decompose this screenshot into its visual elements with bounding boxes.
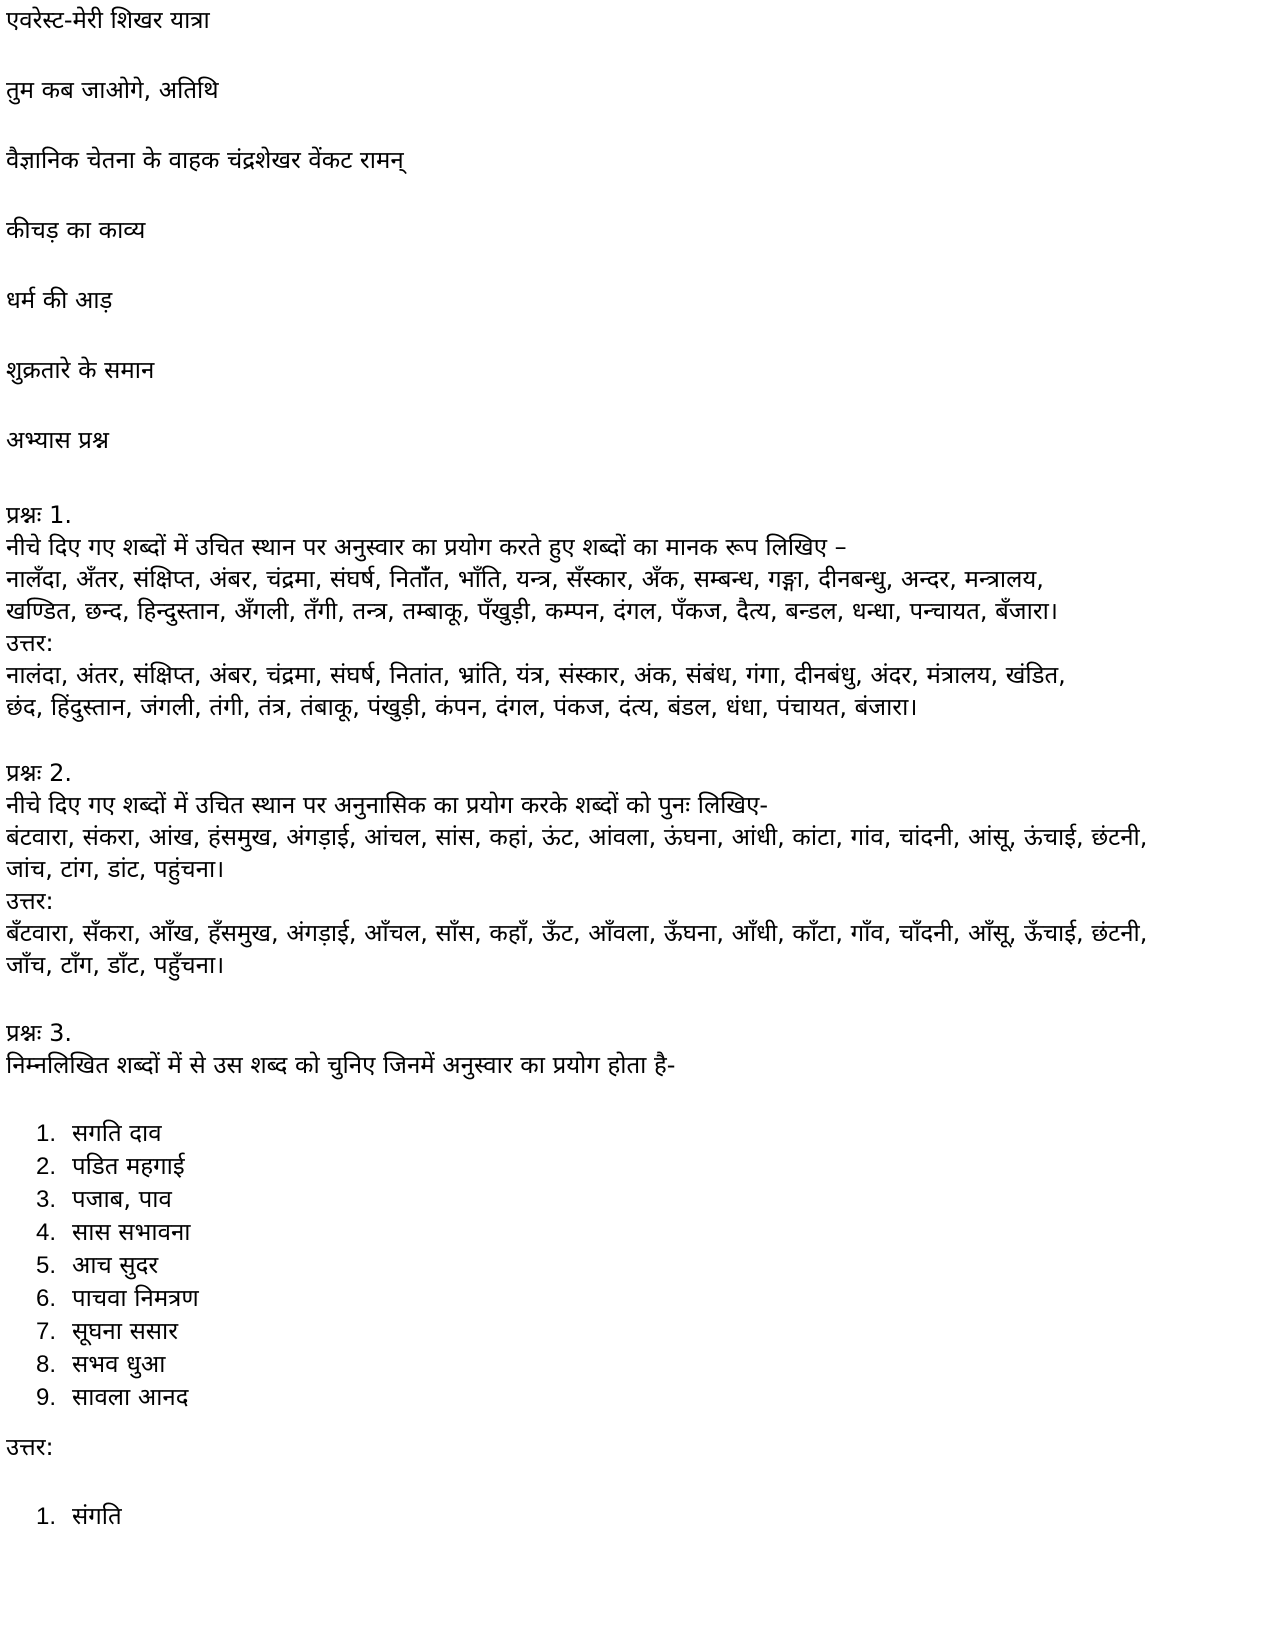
answer-label: उत्तर: xyxy=(6,1433,54,1461)
list-item-text: संगति xyxy=(72,1502,122,1530)
question-text: निम्नलिखित शब्दों में से उस शब्द को चुनिए जिनमें अनुस्वार का प्रयोग होता है- xyxy=(6,1051,676,1079)
question-text: नीचे दिए गए शब्दों में उचित स्थान पर अनुस्वार का प्रयोग करते हुए शब्दों का मानक रूप लिखिए – xyxy=(6,533,847,561)
list-item-text: पाचवा निमत्रण xyxy=(72,1284,199,1312)
question-words-line: जांच, टांग, डांट, पहुंचना। xyxy=(6,855,225,883)
chapter-title-atithi: तुम कब जाओगे, अतिथि xyxy=(6,76,219,104)
list-item-number: 6. xyxy=(35,1285,56,1312)
list-item xyxy=(6,1249,199,1282)
list-item-number: 5. xyxy=(35,1252,56,1279)
list-item xyxy=(6,1183,199,1216)
list-item-text: सास सभावना xyxy=(72,1218,191,1246)
list-item-number: 1. xyxy=(35,1503,56,1530)
list-item xyxy=(6,1282,199,1315)
list-item xyxy=(6,1381,199,1414)
list-item xyxy=(6,1315,199,1348)
question-3 xyxy=(6,1017,1266,1081)
question-label: प्रश्नः 2. xyxy=(6,759,72,787)
list-item-text: सूघना ससार xyxy=(72,1317,179,1345)
list-item xyxy=(6,1348,199,1381)
list-item xyxy=(6,1500,122,1533)
list-item xyxy=(6,1150,199,1183)
question-words-line: नालँदा, अँतर, संक्षिप्त, अंबर, चंद्रमा, संघर्ष, नितांँत, भाँति, यन्त्र, सँस्कार, अँक, सम्बन्ध, गङ्गा, दीनबन्धु, अन्दर, मन्त्रालय, xyxy=(6,565,1044,593)
answer-text-line: नालंदा, अंतर, संक्षिप्त, अंबर, चंद्रमा, संघर्ष, नितांत, भ्रांति, यंत्र, संस्कार, अंक, संबंध, गंगा, दीनबंधु, अंदर, मंत्रालय, खंडित, xyxy=(6,661,1066,689)
answer-text-line: बँटवारा, सँकरा, आँख, हँसमुख, अंगड़ाई, आँचल, साँस, कहाँ, ऊँट, आँवला, ऊँघना, आँधी, काँटा, गाँव, चाँदनी, आँसू, ऊँचाई, छंटनी, xyxy=(6,919,1148,947)
list-item-number: 4. xyxy=(35,1219,56,1246)
question-label: प्रश्नः 3. xyxy=(6,1019,72,1047)
chapter-title-dharm: धर्म की आड़ xyxy=(6,286,113,314)
chapter-title-shukratare: शुक्रतारे के समान xyxy=(6,356,155,384)
list-item-number: 9. xyxy=(35,1384,56,1411)
chapter-title-raman: वैज्ञानिक चेतना के वाहक चंद्रशेखर वेंकट रामन् xyxy=(6,146,404,174)
list-item-number: 1. xyxy=(35,1120,56,1147)
question-3-answers-list xyxy=(6,1500,122,1533)
question-1 xyxy=(6,499,1266,723)
chapter-title-everest: एवरेस्ट-मेरी शिखर यात्रा xyxy=(6,6,210,34)
chapter-title-keechad: कीचड़ का काव्य xyxy=(6,216,146,244)
list-item-text: सगति दाव xyxy=(72,1119,162,1147)
list-item xyxy=(6,1216,199,1249)
list-item-text: सभव धुआ xyxy=(72,1350,166,1378)
list-item xyxy=(6,1117,199,1150)
list-item-number: 3. xyxy=(35,1186,56,1213)
question-words-line: बंटवारा, संकरा, आंख, हंसमुख, अंगड़ाई, आंचल, सांस, कहां, ऊंट, आंवला, ऊंघना, आंधी, कांटा, गांव, चांदनी, आंसू, ऊंचाई, छंटनी, xyxy=(6,823,1148,851)
question-3-options-list xyxy=(6,1117,199,1414)
list-item-text: पजाब, पाव xyxy=(72,1185,172,1213)
question-text: नीचे दिए गए शब्दों में उचित स्थान पर अनुनासिक का प्रयोग करके शब्दों को पुनः लिखिए- xyxy=(6,791,768,819)
question-2 xyxy=(6,757,1266,981)
list-item-number: 7. xyxy=(35,1318,56,1345)
answer-label: उत्तर: xyxy=(6,887,54,915)
answer-text-line: छंद, हिंदुस्तान, जंगली, तंगी, तंत्र, तंबाकू, पंखुड़ी, कंपन, दंगल, पंकज, दंत्य, बंडल, धंधा, पंचायत, बंजारा। xyxy=(6,693,918,721)
answer-text-line: जाँच, टाँग, डाँट, पहुँचना। xyxy=(6,951,225,979)
list-item-text: सावला आनद xyxy=(72,1383,189,1411)
list-item-number: 2. xyxy=(35,1153,56,1180)
list-item-text: पडित महगाई xyxy=(72,1152,185,1180)
list-item-number: 8. xyxy=(35,1351,56,1378)
list-item-text: आच सुदर xyxy=(72,1251,159,1279)
section-title-practice-questions: अभ्यास प्रश्न xyxy=(6,426,109,454)
question-words-line: खण्डित, छन्द, हिन्दुस्तान, अँगली, तँगी, तन्त्र, तम्बाकू, पँखुड़ी, कम्पन, दंगल, पँकज, दैत्य, बन्डल, धन्धा, पन्चायत, बँजारा। xyxy=(6,597,1058,625)
answer-label: उत्तर: xyxy=(6,629,54,657)
question-label: प्रश्नः 1. xyxy=(6,501,72,529)
